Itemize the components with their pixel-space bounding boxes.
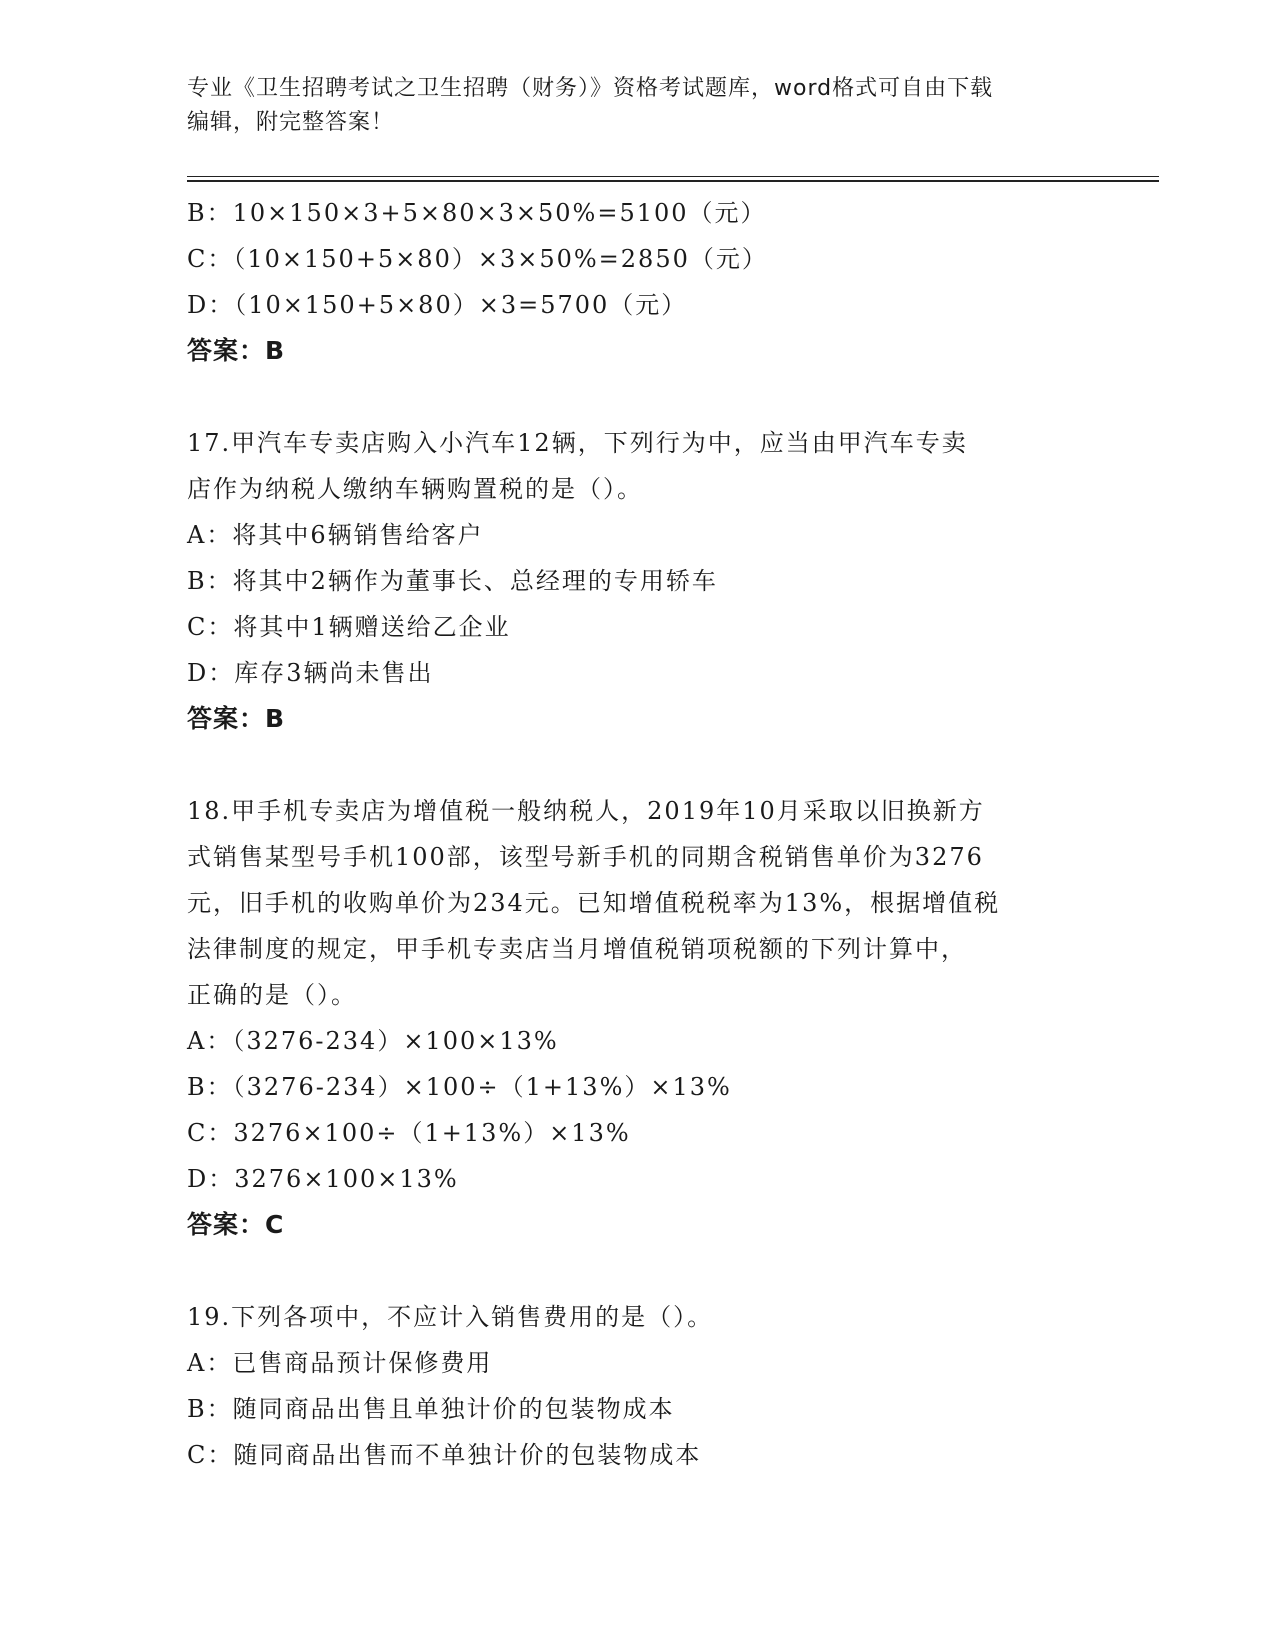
option-c: C：（10×150+5×80）×3×50%=2850（元）: [187, 245, 768, 273]
header-divider-thin: [187, 176, 1159, 177]
question-18: [187, 788, 1087, 1248]
spacer: [187, 374, 1087, 420]
question-17: [187, 420, 1087, 742]
prev-question: [187, 190, 1087, 374]
spacer: [187, 1248, 1087, 1294]
option-b: B：10×150×3+5×80×3×50%=5100（元）: [187, 199, 767, 227]
question-stem-line: 式销售某型号手机100部，该型号新手机的同期含税销售单价为3276: [187, 843, 984, 871]
document-header: [187, 72, 1087, 140]
option-c: C：3276×100÷（1+13%）×13%: [187, 1119, 631, 1147]
question-stem-line: 元，旧手机的收购单价为234元。已知增值税税率为13%，根据增值税: [187, 889, 1001, 917]
option-b: B：（3276-234）×100÷（1+13%）×13%: [187, 1073, 732, 1101]
question-stem-line: 19.下列各项中，不应计入销售费用的是（）。: [187, 1303, 714, 1331]
option-d: D：（10×150+5×80）×3=5700（元）: [187, 291, 688, 319]
header-divider-thick: [187, 180, 1159, 182]
answer: 答案：B: [187, 336, 286, 365]
option-d: D：3276×100×13%: [187, 1165, 459, 1193]
answer: 答案：C: [187, 1210, 285, 1239]
option-a: A：已售商品预计保修费用: [187, 1349, 493, 1377]
answer: 答案：B: [187, 704, 286, 733]
question-content: [187, 190, 1087, 1478]
header-line-1: 专业《卫生招聘考试之卫生招聘（财务）》资格考试题库，word格式可自由下载: [187, 76, 994, 101]
header-line-2: 编辑，附完整答案！: [187, 110, 395, 135]
question-19: [187, 1294, 1087, 1478]
spacer: [187, 742, 1087, 788]
question-stem-line: 店作为纳税人缴纳车辆购置税的是（）。: [187, 475, 643, 503]
question-stem-line: 18.甲手机专卖店为增值税一般纳税人，2019年10月采取以旧换新方: [187, 797, 985, 825]
option-a: A：将其中6辆销售给客户: [187, 521, 484, 549]
question-stem-line: 法律制度的规定，甲手机专卖店当月增值税销项税额的下列计算中，: [187, 935, 967, 963]
option-d: D：库存3辆尚未售出: [187, 659, 434, 687]
option-a: A：（3276-234）×100×13%: [187, 1027, 559, 1055]
option-c: C：随同商品出售而不单独计价的包装物成本: [187, 1441, 702, 1469]
question-stem-line: 正确的是（）。: [187, 981, 357, 1009]
option-b: B：随同商品出售且单独计价的包装物成本: [187, 1395, 675, 1423]
option-b: B：将其中2辆作为董事长、总经理的专用轿车: [187, 567, 718, 595]
option-c: C：将其中1辆赠送给乙企业: [187, 613, 511, 641]
question-stem-line: 17.甲汽车专卖店购入小汽车12辆，下列行为中，应当由甲汽车专卖: [187, 429, 968, 457]
